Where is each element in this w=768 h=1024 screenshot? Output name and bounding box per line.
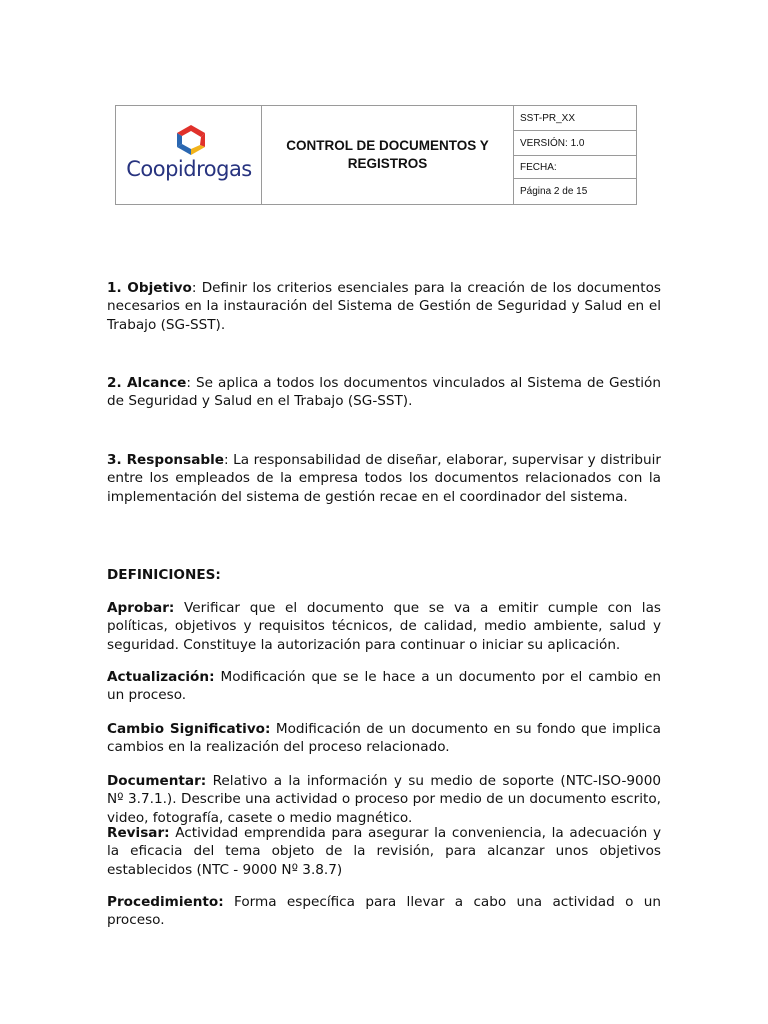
- section-label: 3. Responsable: [107, 452, 224, 468]
- section-responsable: 3. Responsable: La responsabilidad de diseñar, elaborar, supervisar y distribuir entre los empleados de la empresa todos los documentos relacionados con la implementación del sistema de gestión recae en el coordinador del sistema.: [107, 452, 661, 505]
- document-title: CONTROL DE DOCUMENTOS Y REGISTROS: [262, 106, 514, 204]
- definition-text: Relativo a la información y su medio de soporte (NTC-ISO-9000 Nº 3.7.1.). Describe una actividad o proceso por medio de un documento escrito, video, fotografía, casete o medio magnético.: [107, 773, 661, 826]
- definition-aprobar: [107, 599, 661, 654]
- definition-text: Modificación que se le hace a un documento por el cambio en un proceso.: [107, 669, 661, 704]
- coopidrogas-logo-icon: [174, 123, 208, 157]
- document-meta: [514, 106, 636, 204]
- logo-wordmark: Coopidrogas: [126, 157, 252, 181]
- section-objetivo: 1. Objetivo: Definir los criterios esenciales para la creación de los documentos necesarios en la instauración del Sistema de Gestión de Seguridad y Salud en el Trabajo (SG-SST).: [107, 280, 661, 333]
- document-date-label: FECHA:: [514, 156, 636, 179]
- definition-text: Actividad emprendida para asegurar la conveniencia, la adecuación y la eficacia del tema objeto de la revisión, para alcanzar unos objetivos establecidos (NTC - 9000 Nº 3.8.7): [107, 825, 661, 878]
- definition-term: Aprobar:: [107, 600, 175, 616]
- section-text: La responsabilidad de diseñar, elaborar, supervisar y distribuir entre los empleados de la empresa todos los documentos relacionados con la implementación del sistema de gestión recae en el coordinador del sistema.: [107, 452, 661, 505]
- definition-term: Revisar:: [107, 825, 170, 841]
- definition-cambio-significativo: [107, 720, 661, 757]
- section-alcance: 2. Alcance: Se aplica a todos los documentos vinculados al Sistema de Gestión de Seguridad y Salud en el Trabajo (SG-SST).: [107, 375, 661, 410]
- definition-revisar: [107, 824, 661, 879]
- definition-documentar: [107, 772, 661, 827]
- definition-term: Documentar:: [107, 773, 207, 789]
- definitions-heading: DEFINICIONES:: [107, 567, 221, 583]
- document-code: SST-PR_XX: [514, 106, 636, 131]
- section-label: 1. Objetivo: [107, 280, 192, 296]
- section-text: Se aplica a todos los documentos vinculados al Sistema de Gestión de Seguridad y Salud en el Trabajo (SG-SST).: [107, 375, 661, 410]
- page-number: Página 2 de 15: [520, 186, 588, 197]
- definition-text: Verificar que el documento que se va a emitir cumple con las políticas, objetivos y requisitos técnicos, de calidad, medio ambiente, salud y seguridad. Constituye la autorización para continuar o iniciar su aplicación.: [107, 600, 661, 653]
- section-text: Definir los criterios esenciales para la creación de los documentos necesarios en la instauración del Sistema de Gestión de Seguridad y Salud en el Trabajo (SG-SST).: [107, 280, 661, 333]
- definition-term: Actualización:: [107, 669, 215, 685]
- definition-term: Procedimiento:: [107, 894, 224, 910]
- definition-text: Forma específica para llevar a cabo una actividad o un proceso.: [107, 894, 661, 929]
- definition-term: Cambio Significativo:: [107, 721, 271, 737]
- document-version: VERSIÓN: 1.0: [514, 131, 636, 156]
- document-header-table: [115, 105, 637, 205]
- section-label: 2. Alcance: [107, 375, 187, 391]
- definition-text: Modificación de un documento en su fondo que implica cambios en la realización del proceso relacionado.: [107, 721, 661, 756]
- definition-actualizacion: [107, 668, 661, 705]
- logo-cell: [116, 106, 262, 204]
- definition-procedimiento: [107, 893, 661, 930]
